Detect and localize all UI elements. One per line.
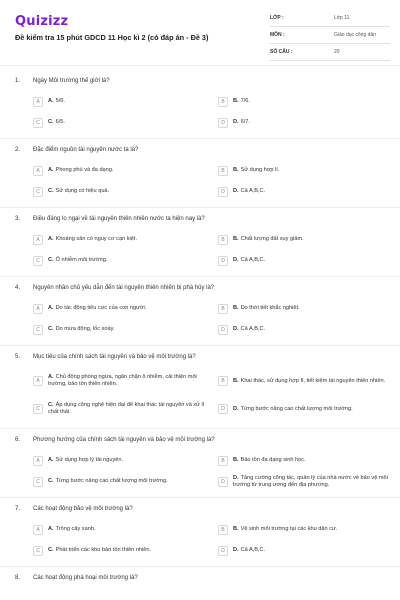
question-5 — [0, 354, 400, 429]
meta-row-class — [270, 12, 390, 27]
meta-row-count — [270, 46, 390, 61]
option-body: Áp dụng công nghệ hiện đại để khai thác tài nguyên và xử lí chất thải. — [48, 402, 205, 415]
answer-option-d[interactable] — [218, 474, 400, 489]
answer-option-c[interactable] — [33, 398, 216, 420]
option-text — [48, 98, 65, 105]
answer-options — [0, 163, 400, 199]
option-body: Sử dụng có hiệu quả. — [55, 188, 110, 194]
option-body: Chủ động phòng ngừa, ngăn chặn ô nhiễm, cải thiện môi trường, bảo tồn thiên nhiên. — [48, 374, 197, 387]
option-body: Do mưa động, lốc xoáy. — [55, 326, 115, 332]
option-label: A. — [48, 374, 54, 380]
answer-option-a[interactable] — [33, 163, 216, 178]
question-header — [0, 354, 400, 370]
option-letter-box: B — [218, 166, 228, 176]
option-text — [48, 167, 113, 174]
answer-options — [0, 94, 400, 130]
answer-option-b[interactable] — [218, 232, 400, 247]
answer-option-b[interactable] — [218, 163, 400, 178]
option-body: Chất lượng đất suy giảm. — [240, 236, 304, 242]
option-body: Cả A,B,C. — [240, 547, 266, 553]
answer-option-c[interactable] — [33, 543, 216, 558]
option-body: Khoáng sản có nguy cơ cạn kiệt. — [55, 236, 138, 242]
meta-value: 20 — [334, 49, 340, 55]
option-body: Phong phú và đa dạng. — [55, 167, 114, 173]
option-label: B. — [233, 526, 239, 532]
answer-options — [0, 522, 400, 558]
question-number: 3. — [15, 216, 21, 222]
option-label: B. — [233, 305, 239, 311]
option-label: A. — [48, 526, 54, 532]
option-label: A. — [48, 305, 54, 311]
question-number: 5. — [15, 354, 21, 360]
option-text — [233, 547, 265, 554]
option-label: C. — [48, 547, 54, 553]
answer-option-a[interactable] — [33, 453, 216, 468]
option-body: Cả A,B,C. — [240, 188, 266, 194]
option-body: Khai thác, sử dụng hợp lí, tiết kiệm tài nguyên thiên nhiên. — [240, 377, 386, 384]
option-label: C. — [48, 402, 54, 408]
question-text: Đặc điểm nguồn tài nguyên nước ta là? — [33, 147, 139, 153]
option-label: B. — [233, 457, 239, 463]
meta-row-subject — [270, 29, 390, 44]
option-text — [48, 236, 137, 243]
option-letter-box: B — [218, 376, 228, 386]
option-body: Tăng cường công tác, quản lý của nhà nước về bảo vệ môi trường từ trung ương đến địa phương. — [233, 474, 388, 488]
option-letter-box: C — [33, 404, 43, 414]
option-letter-box: C — [33, 546, 43, 556]
answer-option-b[interactable] — [218, 522, 400, 537]
answer-option-b[interactable] — [218, 301, 400, 316]
option-text — [48, 457, 123, 464]
option-letter-box: A — [33, 235, 43, 245]
worksheet-header — [0, 0, 400, 66]
option-text — [233, 305, 300, 312]
answer-option-b[interactable] — [218, 453, 400, 468]
answer-option-a[interactable] — [33, 232, 216, 247]
answer-option-c[interactable] — [33, 253, 216, 268]
option-text — [48, 547, 151, 554]
option-text — [48, 257, 107, 264]
option-label: C. — [48, 326, 54, 332]
answer-options — [0, 453, 400, 489]
option-body: 6/5. — [55, 119, 65, 125]
option-label: A. — [48, 236, 54, 242]
option-letter-box: A — [33, 525, 43, 535]
option-text — [48, 478, 168, 485]
option-label: D. — [233, 474, 239, 481]
option-body: Từng bước nâng cao chất lượng môi trường. — [55, 478, 168, 484]
option-text — [233, 526, 337, 533]
option-letter-box: D — [218, 546, 228, 556]
question-number: 7. — [15, 506, 21, 512]
option-text — [233, 257, 265, 264]
question-7 — [0, 506, 400, 567]
question-4 — [0, 285, 400, 346]
option-text — [48, 374, 216, 388]
option-label: B. — [233, 236, 239, 242]
option-body: Trồng cây xanh. — [55, 526, 96, 532]
answer-option-d[interactable] — [218, 543, 400, 558]
option-text — [233, 98, 250, 105]
option-label: A. — [48, 167, 54, 173]
option-letter-box: B — [218, 456, 228, 466]
option-letter-box: A — [33, 456, 43, 466]
option-body: Cả A,B,C. — [240, 257, 266, 263]
option-label: C. — [48, 119, 54, 125]
option-text — [233, 167, 279, 174]
option-label: B. — [233, 98, 239, 104]
option-label: D. — [233, 257, 239, 263]
option-text — [233, 378, 385, 385]
option-letter-box: A — [33, 304, 43, 314]
option-label: D. — [233, 326, 239, 332]
option-label: C. — [48, 188, 54, 194]
option-letter-box: C — [33, 325, 43, 335]
option-text — [233, 119, 250, 126]
meta-value: Lớp 11 — [334, 15, 350, 21]
option-letter-box: D — [218, 325, 228, 335]
option-letter-box: C — [33, 118, 43, 128]
answer-option-d[interactable] — [218, 115, 400, 130]
answer-option-d[interactable] — [218, 253, 400, 268]
option-text — [48, 188, 109, 195]
question-1 — [0, 78, 400, 139]
option-letter-box: C — [33, 477, 43, 487]
option-body: Ô nhiễm môi trường. — [55, 257, 108, 263]
question-2 — [0, 147, 400, 208]
question-header — [0, 575, 400, 591]
option-text — [48, 119, 65, 126]
answer-option-c[interactable] — [33, 474, 216, 489]
option-letter-box: B — [218, 97, 228, 107]
question-number: 2. — [15, 147, 21, 153]
option-text — [48, 305, 146, 312]
option-text — [233, 406, 353, 413]
option-label: B. — [233, 377, 239, 384]
option-body: Do thời tiết khắc nghiệt. — [240, 305, 300, 311]
option-letter-box: B — [218, 525, 228, 535]
question-number: 4. — [15, 285, 21, 291]
answer-option-a[interactable] — [33, 370, 216, 392]
question-header — [0, 216, 400, 232]
quizizz-logo: Quizizz — [15, 14, 69, 29]
option-body: 7/6. — [240, 98, 250, 104]
option-label: C. — [48, 257, 54, 263]
option-body: Cả A,B,C. — [240, 326, 266, 332]
meta-table — [270, 12, 390, 63]
option-text — [233, 188, 265, 195]
option-body: Từng bước nâng cao chất lượng môi trường. — [240, 405, 353, 412]
answer-option-c[interactable] — [33, 184, 216, 199]
question-number: 8. — [15, 575, 21, 581]
question-number: 1. — [15, 78, 21, 84]
answer-option-a[interactable] — [33, 94, 216, 109]
option-body: Do tác động tiêu cực của con người. — [55, 305, 147, 311]
option-label: D. — [233, 405, 239, 412]
option-text — [233, 475, 400, 489]
question-header — [0, 285, 400, 301]
option-body: Bảo tồn đa dạng sinh học. — [240, 457, 306, 463]
option-label: D. — [233, 119, 239, 125]
answer-option-d[interactable] — [218, 398, 400, 420]
question-text: Ngày Môi trường thế giới là? — [33, 78, 110, 84]
answer-option-d[interactable] — [218, 184, 400, 199]
question-8 — [0, 575, 400, 599]
option-text — [48, 402, 216, 416]
question-number: 6. — [15, 437, 21, 443]
option-letter-box: D — [218, 187, 228, 197]
option-body: Sử dụng hợp lí. — [240, 167, 280, 173]
question-text: Các hoạt động phá hoại môi trường là? — [33, 575, 138, 581]
option-label: B. — [233, 167, 239, 173]
option-letter-box: D — [218, 477, 228, 487]
answer-option-c[interactable] — [33, 115, 216, 130]
option-text — [233, 326, 265, 333]
answer-option-d[interactable] — [218, 322, 400, 337]
option-letter-box: B — [218, 304, 228, 314]
option-letter-box: D — [218, 118, 228, 128]
question-list — [0, 78, 400, 600]
option-body: Vệ sinh môi trường tại các khu dân cư. — [240, 526, 338, 532]
option-letter-box: A — [33, 97, 43, 107]
answer-options — [0, 301, 400, 337]
option-letter-box: A — [33, 376, 43, 386]
option-text — [48, 526, 96, 533]
question-text: Điều đáng lo ngại về tài nguyên thiên nhiên nước ta hiện nay là? — [33, 216, 205, 222]
option-label: C. — [48, 478, 54, 484]
option-body: 5/6. — [55, 98, 65, 104]
option-text — [48, 326, 115, 333]
option-body: 6/7. — [240, 119, 250, 125]
question-header — [0, 147, 400, 163]
option-letter-box: A — [33, 166, 43, 176]
option-body: Sử dụng hợp lý tài nguyên. — [55, 457, 124, 463]
question-header — [0, 437, 400, 453]
answer-options — [0, 232, 400, 268]
option-letter-box: C — [33, 256, 43, 266]
answer-options — [0, 370, 400, 420]
answer-option-a[interactable] — [33, 301, 216, 316]
question-3 — [0, 216, 400, 277]
option-letter-box: B — [218, 235, 228, 245]
option-text — [233, 457, 306, 464]
question-text: Mục tiêu của chính sách tài nguyên và bảo vệ môi trường là? — [33, 354, 196, 360]
worksheet-title: Đề kiểm tra 15 phút GDCD 11 Học kì 2 (có đáp án - Đề 3) — [15, 33, 209, 42]
question-6 — [0, 437, 400, 498]
meta-value: Giáo dục công dân — [334, 32, 376, 38]
option-label: A. — [48, 457, 54, 463]
answer-option-c[interactable] — [33, 322, 216, 337]
option-letter-box: D — [218, 256, 228, 266]
answer-option-b[interactable] — [218, 94, 400, 109]
option-label: D. — [233, 547, 239, 553]
answer-option-a[interactable] — [33, 522, 216, 537]
meta-label: SỐ CÂU : — [270, 49, 293, 55]
question-header — [0, 506, 400, 522]
option-letter-box: C — [33, 187, 43, 197]
question-text: Nguyên nhân chủ yếu dẫn đến tài nguyên thiên nhiên bị phá hủy là? — [33, 285, 215, 291]
meta-label: LỚP : — [270, 15, 284, 21]
option-letter-box: D — [218, 404, 228, 414]
option-text — [233, 236, 304, 243]
answer-option-b[interactable] — [218, 370, 400, 392]
option-body: Phát triển các khu bảo tồn thiên nhiên. — [55, 547, 152, 553]
option-label: A. — [48, 98, 54, 104]
header-divider — [0, 65, 400, 66]
question-header — [0, 78, 400, 94]
question-text: Các hoạt động bảo vệ môi trường là? — [33, 506, 133, 512]
question-text: Phương hướng của chính sách tài nguyên và bảo vệ môi trường là? — [33, 437, 215, 443]
option-label: D. — [233, 188, 239, 194]
meta-label: MÔN : — [270, 32, 285, 38]
